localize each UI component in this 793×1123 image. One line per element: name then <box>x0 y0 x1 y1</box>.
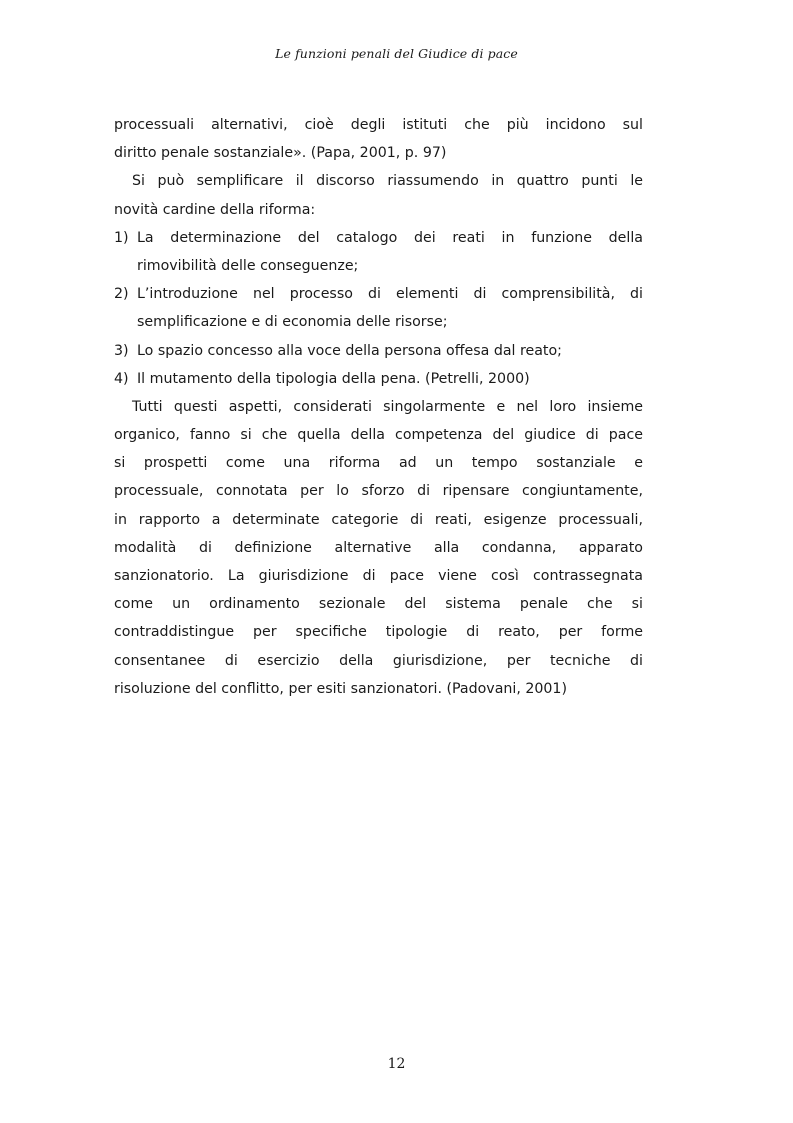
running-header: Le funzioni penali del Giudice di pace <box>275 46 518 61</box>
list-item-text: La determinazione del catalogo dei reati in funzione della <box>137 229 643 246</box>
paragraph-line: novità cardine della riforma: <box>114 201 316 218</box>
list-item-text: Lo spazio concesso alla voce della persona offesa dal reato; <box>137 342 562 359</box>
body-text <box>114 111 643 703</box>
paragraph-line: Si può semplificare il discorso riassumendo in quattro punti le <box>132 173 643 190</box>
list-item-text: Il mutamento della tipologia della pena. (Petrelli, 2000) <box>137 370 530 387</box>
list-item-number: 4) <box>114 370 129 387</box>
list-item-continuation: semplificazione e di economia delle risorse; <box>137 314 448 331</box>
list-item <box>114 224 643 252</box>
list-item-number: 2) <box>114 286 129 303</box>
list-item <box>114 280 643 308</box>
list-item-number: 1) <box>114 229 129 246</box>
paragraph-line: Tutti questi aspetti, considerati singolarmente e nel loro insieme <box>132 398 643 415</box>
list-item-number: 3) <box>114 342 129 359</box>
paragraph-line: come un ordinamento sezionale del sistema penale che si <box>114 596 643 613</box>
paragraph-line: organico, fanno si che quella della competenza del giudice di pace <box>114 427 643 444</box>
paragraph-line: processuale, connotata per lo sforzo di ripensare congiuntamente, <box>114 483 643 500</box>
paragraph-line: processuali alternativi, cioè degli istituti che più incidono sul <box>114 117 643 133</box>
paragraph-line: modalità di definizione alternative alla condanna, apparato <box>114 539 643 556</box>
paragraph-line: in rapporto a determinate categorie di reati, esigenze processuali, <box>114 511 643 528</box>
list-item <box>114 337 643 365</box>
page-number: 12 <box>387 1056 406 1072</box>
paragraph-line: diritto penale sostanziale». (Papa, 2001, p. 97) <box>114 145 447 162</box>
paragraph-line: sanzionatorio. La giurisdizione di pace viene così contrassegnata <box>114 568 643 584</box>
list-item <box>114 365 643 393</box>
paragraph-line: consentanee di esercizio della giurisdizione, per tecniche di <box>114 652 643 669</box>
paragraph-line: si prospetti come una riforma ad un tempo sostanziale e <box>114 455 643 472</box>
list-item-continuation: rimovibilità delle conseguenze; <box>137 257 359 274</box>
paragraph-line: contraddistingue per specifiche tipologie di reato, per forme <box>114 624 643 641</box>
list-item-text: L’introduzione nel processo di elementi di comprensibilità, di <box>137 286 643 303</box>
paragraph-line: risoluzione del conflitto, per esiti sanzionatori. (Padovani, 2001) <box>114 680 567 697</box>
